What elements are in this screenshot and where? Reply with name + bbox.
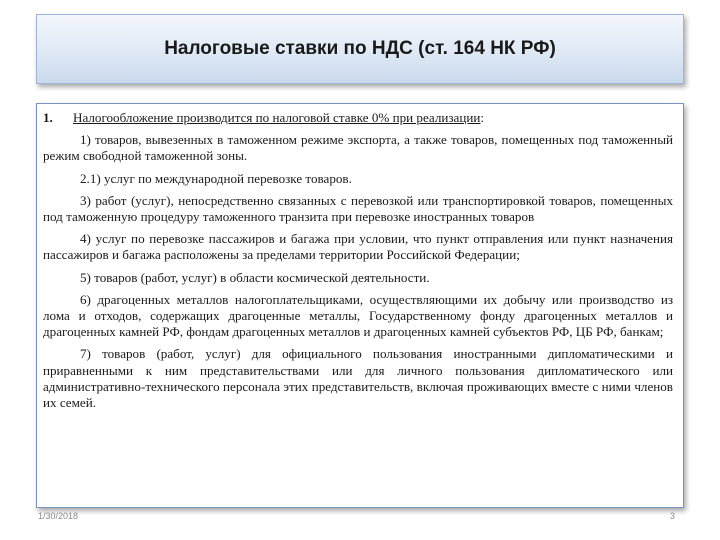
- paragraph-item-1: 1) товаров, вывезенных в таможенном режиме экспорта, а также товаров, помещенных под таможенный режим свободной таможенной зоны.: [43, 132, 673, 164]
- paragraph-item-2-1: 2.1) услуг по международной перевозке товаров.: [80, 170, 352, 186]
- paragraph-item-5: 5) товаров (работ, услуг) в области космической деятельности.: [80, 269, 430, 285]
- list-heading: [43, 110, 673, 126]
- paragraph-item-7: 7) товаров (работ, услуг) для официального пользования иностранными дипломатическими и приравненными к ним представительствами или для личного пользования дипломатического или административно-технического персонала этих представительств, включая проживающих вместе с ними членов их семей.: [43, 346, 673, 411]
- heading-suffix: :: [480, 110, 485, 125]
- paragraph-item-4: 4) услуг по перевозке пассажиров и багажа при условии, что пункт отправления или пункт назначения пассажиров и багажа расположены за пределами территории Российской Федерации;: [43, 231, 673, 263]
- heading-line: [73, 110, 484, 126]
- content-box: [36, 103, 684, 508]
- paragraph-item-6: 6) драгоценных металлов налогоплательщиками, осуществляющими их добычу или производство из лома и отходов, содержащих драгоценные металлы, Государственному фонду драгоценных металлов и драгоценных камней РФ, фондам драгоценных металлов и драгоценных камней субъектов РФ, ЦБ РФ, банкам;: [43, 291, 673, 340]
- list-number: 1.: [43, 110, 53, 125]
- slide-title: Налоговые ставки по НДС (ст. 164 НК РФ): [164, 38, 556, 59]
- footer-date: 1/30/2018: [38, 511, 79, 521]
- title-box: [36, 14, 684, 84]
- page-number: 3: [670, 511, 676, 521]
- heading-text: Налогообложение производится по налоговой ставке 0% при реализации: [73, 110, 481, 125]
- paragraph-item-3: 3) работ (услуг), непосредственно связанных с перевозкой или транспортировкой товаров, помещенных под таможенную процедуру таможенного транзита при перевозке иностранных товаров: [43, 192, 673, 225]
